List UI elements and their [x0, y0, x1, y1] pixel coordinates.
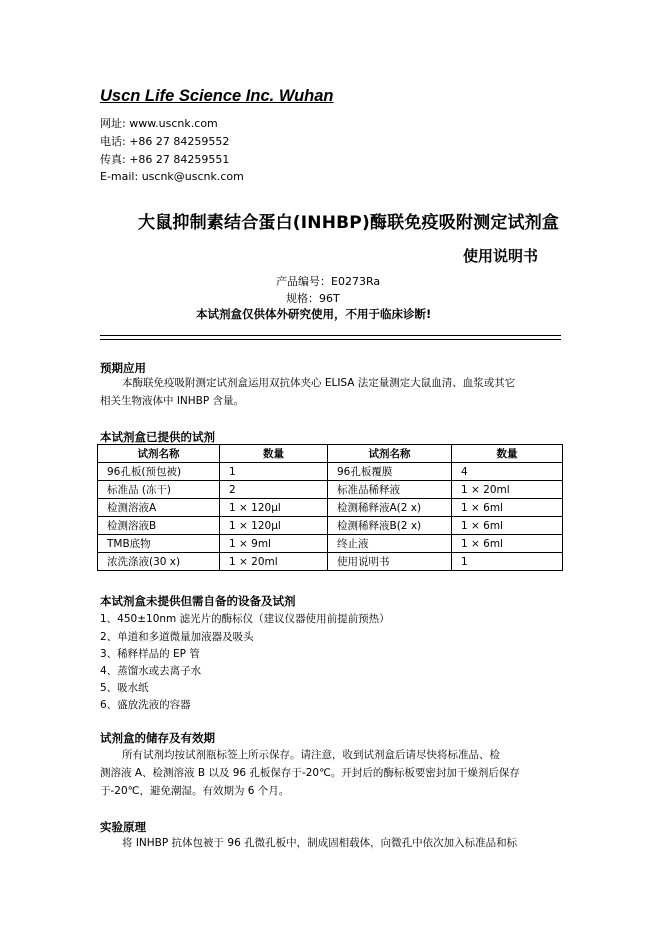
reagents-heading: 本试剂盒已提供的试剂 [100, 430, 215, 444]
table-row [98, 481, 563, 499]
table-cell: TMB底物 [98, 535, 220, 553]
storage-heading: 试剂盒的储存及有效期 [100, 731, 215, 745]
list-item: 2、单道和多道微量加液器及吸头 [100, 631, 254, 643]
column-header: 试剂名称 [328, 445, 452, 463]
table-cell: 检测稀释液B(2 x) [328, 517, 452, 535]
table-cell: 1 × 120μl [220, 517, 328, 535]
product-spec: 规格：96T [286, 292, 340, 305]
table-row [98, 517, 563, 535]
table-cell: 1 × 20ml [452, 481, 563, 499]
product-subtitle: 使用说明书 [463, 247, 539, 265]
table-cell: 1 × 120μl [220, 499, 328, 517]
table-header-row [98, 445, 563, 463]
column-header: 数量 [452, 445, 563, 463]
column-header: 数量 [220, 445, 328, 463]
table-cell: 1 × 6ml [452, 499, 563, 517]
table-row [98, 499, 563, 517]
fax-line: 传真: +86 27 84259551 [100, 153, 230, 166]
list-item: 1、450±10nm 滤光片的酶标仪（建议仪器使用前提前预热） [100, 613, 390, 625]
table-cell: 使用说明书 [328, 553, 452, 571]
research-only-notice: 本试剂盒仅供体外研究使用，不用于临床诊断! [196, 307, 432, 321]
reagents-table [97, 444, 563, 571]
product-title: 大鼠抑制素结合蛋白(INHBP)酶联免疫吸附测定试剂盒 [138, 213, 560, 233]
list-item: 5、吸水纸 [100, 682, 149, 694]
storage-line-3: 于-20℃，避免潮湿。有效期为 6 个月。 [100, 785, 290, 797]
list-item: 6、盛放洗液的容器 [100, 699, 191, 711]
table-cell: 检测稀释液A(2 x) [328, 499, 452, 517]
table-cell: 终止液 [328, 535, 452, 553]
company-name: Uscn Life Science Inc. Wuhan [100, 87, 334, 105]
table-row [98, 553, 563, 571]
table-cell: 标准品 (冻干) [98, 481, 220, 499]
table-cell: 1 [452, 553, 563, 571]
table-cell: 检测溶液A [98, 499, 220, 517]
table-cell: 1 [220, 463, 328, 481]
website-line: 网址: www.uscnk.com [100, 117, 218, 130]
intended-use-line-1: 本酶联免疫吸附测定试剂盒运用双抗体夹心 ELISA 法定量测定大鼠血清、血浆或其它 [122, 377, 516, 389]
storage-line-1: 所有试剂均按试剂瓶标签上所示保存。请注意，收到试剂盒后请尽快将标准品、检 [122, 749, 500, 761]
storage-line-2: 测溶液 A、检测溶液 B 以及 96 孔板保存于-20℃。开封后的酶标板要密封加干燥剂后保存 [100, 767, 520, 779]
equipment-heading: 本试剂盒未提供但需自备的设备及试剂 [100, 594, 296, 608]
principle-heading: 实验原理 [100, 820, 146, 834]
table-cell: 1 × 9ml [220, 535, 328, 553]
phone-line: 电话: +86 27 84259552 [100, 135, 230, 148]
principle-line-1: 将 INHBP 抗体包被于 96 孔微孔板中，制成固相载体，向微孔中依次加入标准品和标 [122, 837, 518, 849]
table-cell: 96孔板覆膜 [328, 463, 452, 481]
email-line: E-mail: uscnk@uscnk.com [100, 170, 244, 183]
table-row [98, 463, 563, 481]
table-row [98, 535, 563, 553]
table-cell: 1 × 6ml [452, 517, 563, 535]
table-cell: 浓洗涤液(30 x) [98, 553, 220, 571]
list-item: 3、稀释样品的 EP 管 [100, 648, 200, 660]
list-item: 4、蒸馏水或去离子水 [100, 665, 202, 677]
table-cell: 检测溶液B [98, 517, 220, 535]
intended-use-line-2: 相关生物液体中 INHBP 含量。 [100, 395, 245, 407]
divider-top [100, 335, 561, 336]
product-code: 产品编号：E0273Ra [276, 275, 381, 288]
table-cell: 96孔板(预包被) [98, 463, 220, 481]
table-cell: 1 × 6ml [452, 535, 563, 553]
intended-use-heading: 预期应用 [100, 361, 146, 375]
divider-bottom [100, 339, 561, 340]
column-header: 试剂名称 [98, 445, 220, 463]
table-cell: 2 [220, 481, 328, 499]
table-cell: 4 [452, 463, 563, 481]
table-cell: 标准品稀释液 [328, 481, 452, 499]
table-cell: 1 × 20ml [220, 553, 328, 571]
